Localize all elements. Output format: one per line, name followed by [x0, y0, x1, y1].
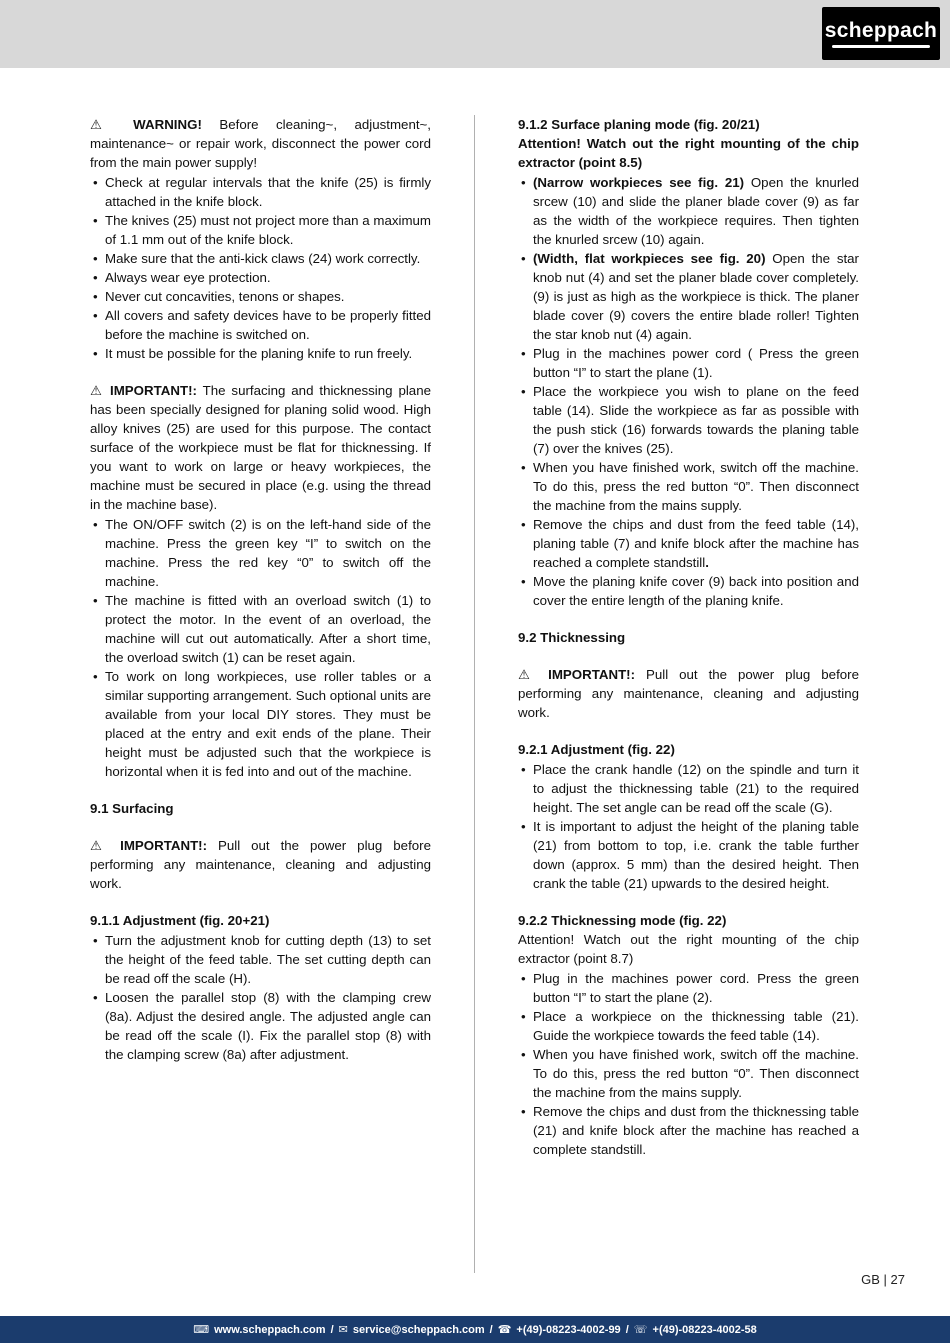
footer-contacts — [193, 1323, 757, 1336]
section-heading — [518, 115, 859, 134]
bullet-list — [90, 515, 431, 781]
text-run: Plug in the machines power cord ( Press the green button “I” to start the plane (1). — [533, 346, 859, 380]
text-run: Turn the adjustment knob for cutting depth (13) to set the height of the feed table. The set cutting depth can be read off the scale (H). — [105, 933, 431, 986]
text-run: Attention! Watch out the right mounting of the chip extractor (point 8.7) — [518, 932, 859, 966]
footer-separator: / — [625, 1324, 629, 1336]
bullet-item — [518, 572, 859, 610]
bold-text-run: . — [705, 555, 709, 570]
text-run: When you have finished work, switch off the machine. To do this, press the red button “0”. Then disconnect the machine from the mains supply. — [533, 1047, 859, 1100]
section-heading — [90, 799, 431, 818]
paragraph — [90, 115, 431, 172]
text-run: All covers and safety devices have to be properly fitted before the machine is switched on. — [105, 308, 431, 342]
text-run: Move the planing knife cover (9) back into position and cover the entire length of the planing knife. — [533, 574, 859, 608]
text-run: Open the knurled srcew (10) and slide the planer blade cover (9) as far as the width of the workpiece requires. Then tighten the knurled srcew (10) again. — [533, 175, 859, 247]
bullet-item — [518, 458, 859, 515]
footer-separator: / — [330, 1324, 334, 1336]
bold-text-run: ⚠ WARNING! — [90, 117, 202, 132]
bold-text-run: 9.1 Surfacing — [90, 801, 174, 816]
paragraph — [518, 665, 859, 722]
bullet-item — [518, 249, 859, 344]
bullet-item — [518, 817, 859, 893]
bullet-item — [518, 1102, 859, 1159]
bullet-item — [518, 969, 859, 1007]
text-run: Place the crank handle (12) on the spindle and turn it to adjust the thicknessing table (21) to the required height. The set angle can be read off the scale (G). — [533, 762, 859, 815]
bold-text-run: 9.2.1 Adjustment (fig. 22) — [518, 742, 675, 757]
footer-contact-text: +(49)-08223-4002-58 — [652, 1324, 757, 1336]
bullet-item — [90, 344, 431, 363]
section-heading — [518, 740, 859, 759]
text-run: It must be possible for the planing knife to run freely. — [105, 346, 413, 361]
bullet-item — [90, 211, 431, 249]
text-run: Remove the chips and dust from the thicknessing table (21) and knife block after the machine has reached a complete standstill. — [533, 1104, 859, 1157]
bullet-item — [90, 515, 431, 591]
header-bar — [0, 0, 950, 68]
paragraph — [90, 836, 431, 893]
text-run: Pull out the power plug before performing any maintenance, cleaning and adjusting work. — [518, 667, 859, 720]
bullet-item — [90, 931, 431, 988]
mail-icon: ✉ — [338, 1324, 348, 1336]
bold-text-run: ⚠ IMPORTANT!: — [90, 383, 197, 398]
bullet-item — [90, 249, 431, 268]
text-run: Loosen the parallel stop (8) with the clamping crew (8a). Adjust the desired angle. The adjusted angle can be read off the scale (I). Fix the parallel stop (8) with the clamping screw (8a) after adjustment. — [105, 990, 431, 1062]
text-run: It is important to adjust the height of the planing table (21) from bottom to top, i.e. crank the table further down (approx. 5 mm) than the desired height. Then crank the table (21) upwards to the desired height. — [533, 819, 859, 891]
bullet-item — [518, 1007, 859, 1045]
logo-underline-swoosh — [832, 45, 930, 48]
text-run: Always wear eye protection. — [105, 270, 271, 285]
bullet-item — [90, 667, 431, 781]
paragraph — [90, 381, 431, 514]
text-run: The ON/OFF switch (2) is on the left-hand side of the machine. Press the green key “I” to switch on the machine. Press the red key “0” to switch off the machine. — [105, 517, 431, 589]
bullet-item — [518, 173, 859, 249]
column-divider — [474, 115, 475, 1273]
text-run: Place a workpiece on the thicknessing table (21). Guide the workpiece towards the feed table (14). — [533, 1009, 859, 1043]
bullet-list — [90, 173, 431, 363]
bullet-item — [90, 287, 431, 306]
bold-text-run: ⚠ IMPORTANT!: — [518, 667, 636, 682]
text-run: The knives (25) must not project more than a maximum of 1.1 mm out of the knife block. — [105, 213, 431, 247]
computer-icon: ⌨ — [193, 1324, 210, 1336]
bold-text-run: Attention! Watch out the right mounting of the chip extractor (point 8.5) — [518, 136, 859, 170]
fax-icon: ☏ — [633, 1324, 648, 1336]
bullet-item — [518, 382, 859, 458]
footer-bar — [0, 1316, 950, 1343]
bold-text-run: 9.2 Thicknessing — [518, 630, 626, 645]
text-run: Plug in the machines power cord. Press the green button “I” to start the plane (2). — [533, 971, 859, 1005]
bullet-list — [518, 760, 859, 893]
text-run: When you have finished work, switch off the machine. To do this, press the red button “0”. Then disconnect the machine from the mains supply. — [533, 460, 859, 513]
text-run: The surfacing and thicknessing plane has been specially designed for planing solid wood. High alloy knives (25) are used for this purpose. The contact surface of the workpiece must be flat for thicknessing. If you want to work on large or heavy workpieces, the machine must be secured in place (e.g. using the thread in the machine base). — [90, 383, 431, 512]
bold-text-run: (Narrow workpieces see fig. 21) — [533, 175, 745, 190]
text-run: Place the workpiece you wish to plane on the feed table (14). Slide the workpiece as far as possible with the push stick (16) forwards towards the planing table (7) over the knives (25). — [533, 384, 859, 456]
bold-text-run: 9.2.2 Thicknessing mode (fig. 22) — [518, 913, 727, 928]
footer-contact-text: +(49)-08223-4002-99 — [516, 1324, 621, 1336]
page-content — [90, 115, 860, 1273]
text-run: Never cut concavities, tenons or shapes. — [105, 289, 345, 304]
footer-contact-text: www.scheppach.com — [214, 1324, 326, 1336]
left-column — [90, 115, 431, 1273]
text-run: The machine is fitted with an overload switch (1) to protect the motor. In the event of an overload, the machine will cut out automatically. After a short time, the overload switch (1) can be reset again. — [105, 593, 431, 665]
bullet-item — [90, 268, 431, 287]
logo-text: scheppach — [824, 18, 938, 42]
text-run: Make sure that the anti-kick claws (24) work correctly. — [105, 251, 421, 266]
bold-text-run: (Width, flat workpieces see fig. 20) — [533, 251, 766, 266]
bullet-list — [518, 969, 859, 1159]
section-heading — [518, 911, 859, 930]
bullet-item — [518, 1045, 859, 1102]
phone-icon: ☎ — [497, 1324, 512, 1336]
bullet-item — [90, 306, 431, 344]
section-heading — [518, 628, 859, 647]
text-run: Remove the chips and dust from the feed table (14), planing table (7) and knife block after the machine has reached a complete standstill — [533, 517, 859, 570]
page-number: GB | 27 — [861, 1272, 905, 1287]
section-heading — [518, 134, 859, 172]
bullet-item — [90, 173, 431, 211]
bullet-item — [518, 344, 859, 382]
bullet-item — [90, 988, 431, 1064]
section-heading — [90, 911, 431, 930]
bullet-item — [518, 515, 859, 572]
bullet-item — [518, 760, 859, 817]
bold-text-run: 9.1.2 Surface planing mode (fig. 20/21) — [518, 117, 760, 132]
text-run: To work on long workpieces, use roller tables or a similar supporting arrangement. Such optional units are available from your local DIY stores. They must be placed at the entry and exit ends of the plane. Their height must be adjusted such that the workpiece is horizontal when it is fed into and out of the machine. — [105, 669, 431, 779]
text-run: Check at regular intervals that the knife (25) is firmly attached in the knife block. — [105, 175, 431, 209]
bullet-item — [90, 591, 431, 667]
bold-text-run: ⚠ IMPORTANT!: — [90, 838, 208, 853]
right-column — [518, 115, 859, 1273]
scheppach-logo — [822, 7, 940, 60]
bullet-list — [90, 931, 431, 1064]
footer-separator: / — [489, 1324, 493, 1336]
bold-text-run: 9.1.1 Adjustment (fig. 20+21) — [90, 913, 270, 928]
footer-contact-text: service@scheppach.com — [352, 1324, 485, 1336]
bullet-list — [518, 173, 859, 610]
text-run: Open the star knob nut (4) and set the planer blade cover completely. (9) is just as high as the workpiece is thick. The planer blade cover (9) covers the entire blade roller! Tighten the star knob nut (4) again. — [533, 251, 859, 342]
text-run: Pull out the power plug before performing any maintenance, cleaning and adjusting work. — [90, 838, 431, 891]
text-run: Before cleaning~, adjustment~, maintenance~ or repair work, disconnect the power cord from the main power supply! — [90, 117, 431, 170]
paragraph — [518, 930, 859, 968]
